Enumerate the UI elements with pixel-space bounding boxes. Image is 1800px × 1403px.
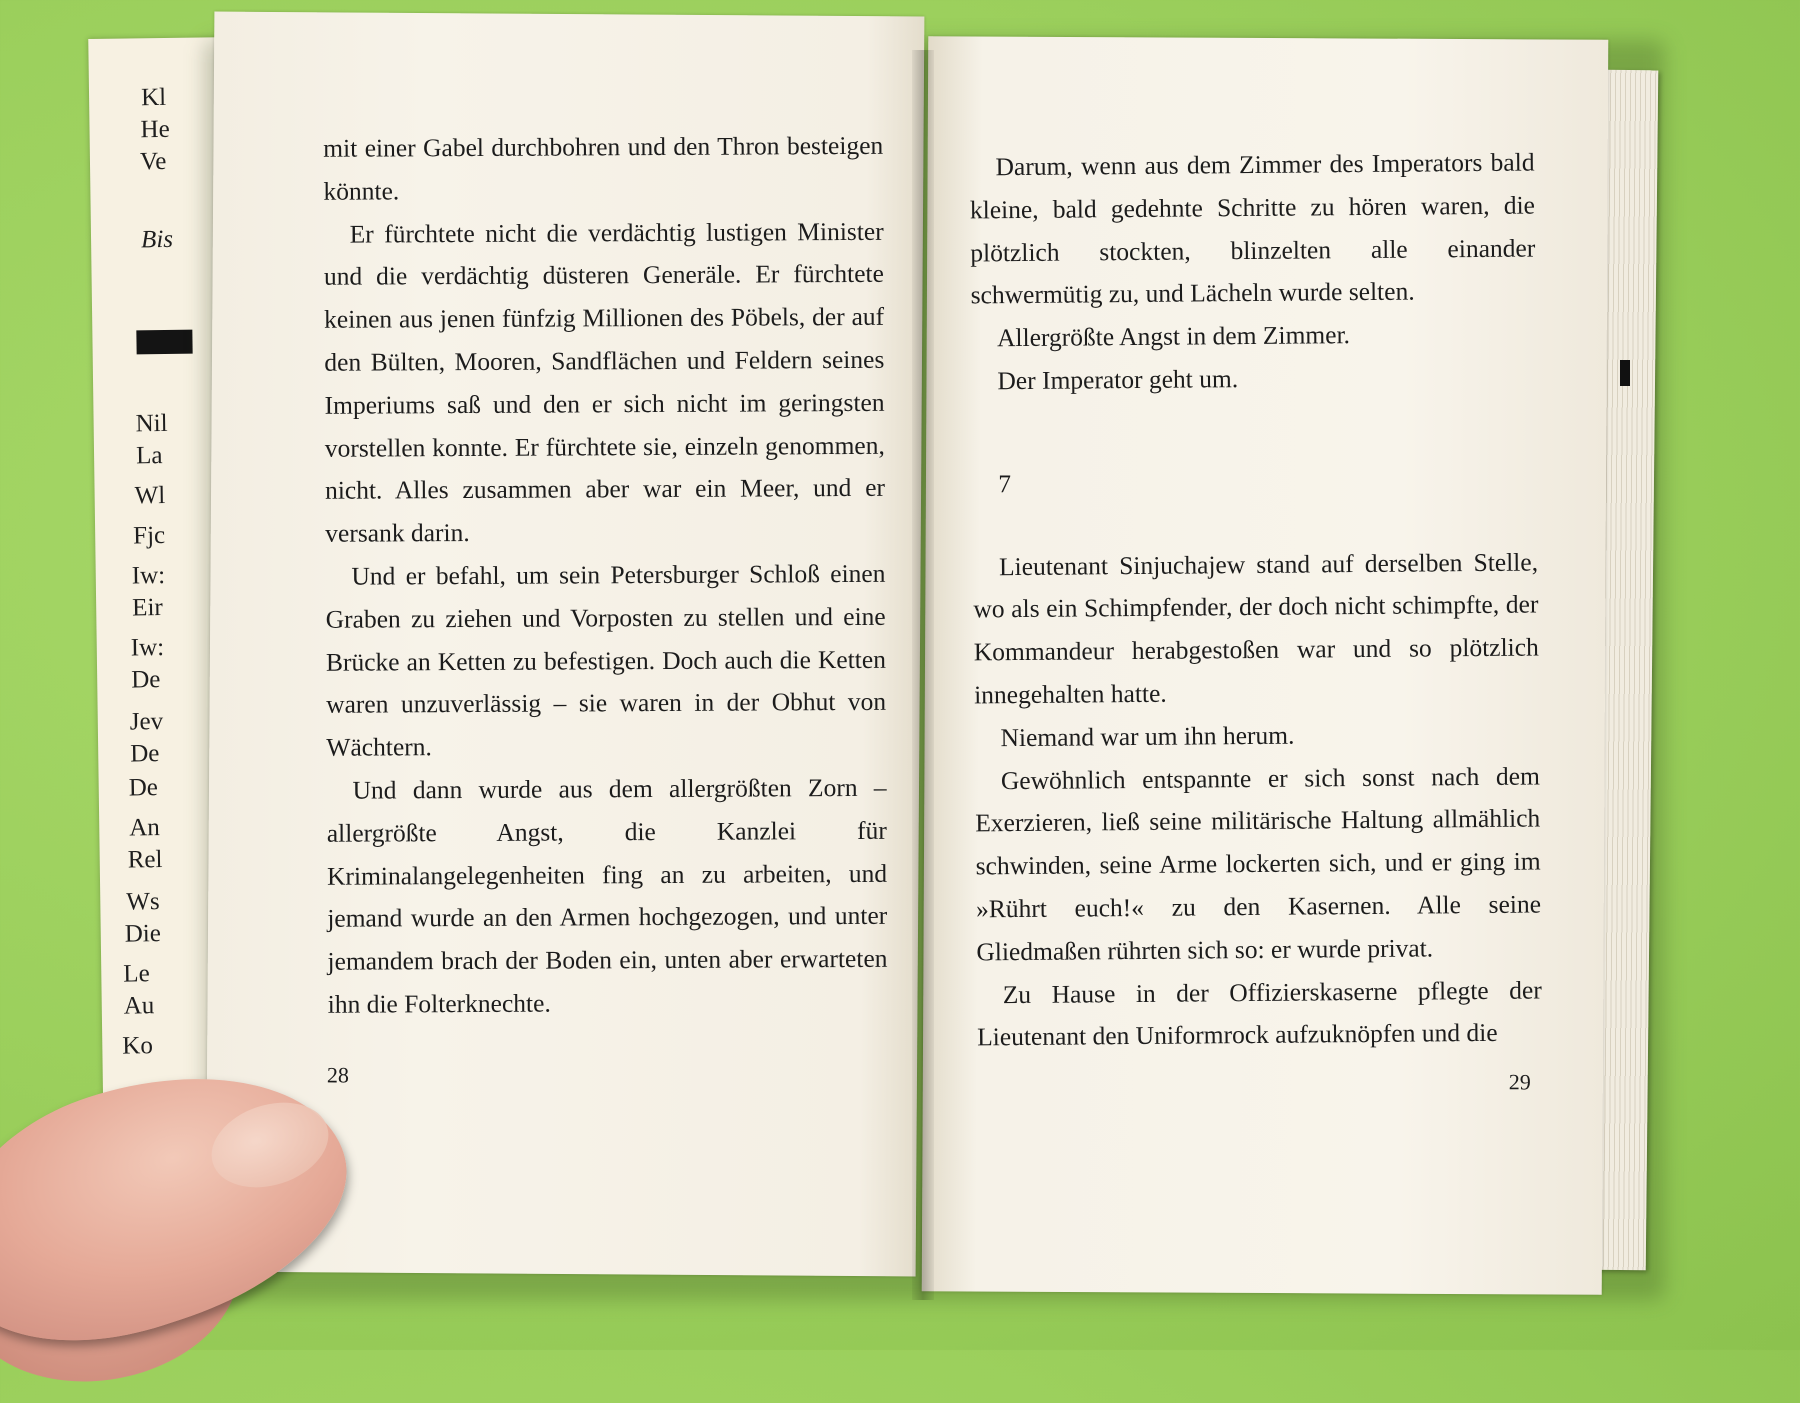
toc-item: Iw: (130, 634, 165, 662)
toc-item: Au (123, 992, 155, 1020)
paragraph: Lieutenant Sinjuchajew stand auf derselben Stelle, wo als ein Schimpfender, der doch nicht schimpfte, der Kommandeur herabgestoßen war und so plötzlich innegehalten hatte. (973, 547, 1539, 710)
paragraph: Und dann wurde aus dem allergrößten Zorn – allergrößte Angst, die Kanzlei für Kriminalangelegenheiten fing an zu arbeiten, und jemand wurde an den Armen hochgezogen, und unter jemandem brach der Boden ein, unten aber erwarteten ihn die Folterknechte. (326, 772, 888, 1019)
page-number-left: 28 (326, 1062, 350, 1088)
page-edge-marker (1620, 360, 1630, 386)
left-page (206, 12, 925, 1277)
toc-item: Fjc (133, 522, 166, 550)
paragraph: Der Imperator geht um. (997, 364, 1239, 396)
toc-item: Wl (134, 482, 166, 510)
toc-item: Eir (132, 594, 163, 622)
paragraph: Niemand war um ihn herum. (1000, 720, 1295, 752)
toc-item: An (129, 814, 161, 842)
right-page-text (969, 142, 1542, 1060)
paragraph: Allergrößte Angst in dem Zimmer. (996, 320, 1351, 353)
paragraph: Er fürchtete nicht die verdächtig lustigen Minister und die verdächtig düsteren Generäle. Er fürchtete keinen aus jenen fünfzig Millionen des Pöbels, der auf den Bülten, Mooren, Sandflächen und Feldern seines Imperiums saß und den er sich nicht im geringsten vorstellen konnte. Er fürchtete sie, einzeln genommen, nicht. Alles zusammen aber war ein Meer, und er versank darin. (323, 216, 886, 548)
chapter-number: 7 (998, 468, 1012, 498)
toc-item: Bis (140, 225, 174, 254)
toc-item: De (128, 774, 159, 802)
toc-item: Jev (129, 708, 164, 736)
toc-item: Ws (126, 888, 160, 916)
paragraph: mit einer Gabel durchbohren und den Thron besteigen könnte. (323, 130, 884, 206)
paragraph: Zu Hause in der Offizierskaserne pflegte der Lieutenant den Uniformrock aufzuknöpfen und die (977, 975, 1542, 1052)
book-gutter (912, 50, 934, 1300)
toc-item: De (130, 740, 160, 768)
right-page (922, 36, 1609, 1295)
toc-item: Iw: (131, 562, 166, 590)
toc-item: Ko (122, 1032, 154, 1060)
page-number-right: 29 (1508, 1069, 1531, 1095)
paragraph: Darum, wenn aus dem Zimmer des Imperators bald kleine, bald gedehnte Schritte zu hören waren, die plötzlich stockten, blinzelten alle einander schwermütig zu, und Lächeln wurde selten. (969, 147, 1536, 310)
left-page-text (323, 125, 888, 1027)
paragraph: Und er befahl, um sein Petersburger Schloß einen Graben zu ziehen und Vorposten zu stellen und eine Brücke an Ketten zu befestigen. Doch auch die Ketten waren unzuverlässig – sie waren in der Obhut von Wächtern. (325, 558, 887, 762)
toc-item: De (131, 666, 161, 694)
toc-item: Kl (140, 83, 167, 112)
toc-item: La (135, 442, 163, 470)
toc-item: Ve (139, 147, 167, 176)
paragraph: Gewöhnlich entspannte er sich sonst nach dem Exerzieren, ließ seine militärische Haltung allmählich schwinden, seine Arme lockerten sich, und er ging im »Rührt euch!« zu den Kasernen. Alle seine Gliedmaßen rührten sich so: er wurde privat. (975, 761, 1542, 967)
toc-item: Die (124, 920, 162, 948)
toc-black-bar (136, 330, 192, 355)
toc-item: Nil (135, 409, 168, 438)
toc-item: Rel (127, 846, 163, 874)
toc-item: Le (123, 960, 150, 988)
toc-item: He (140, 115, 170, 144)
